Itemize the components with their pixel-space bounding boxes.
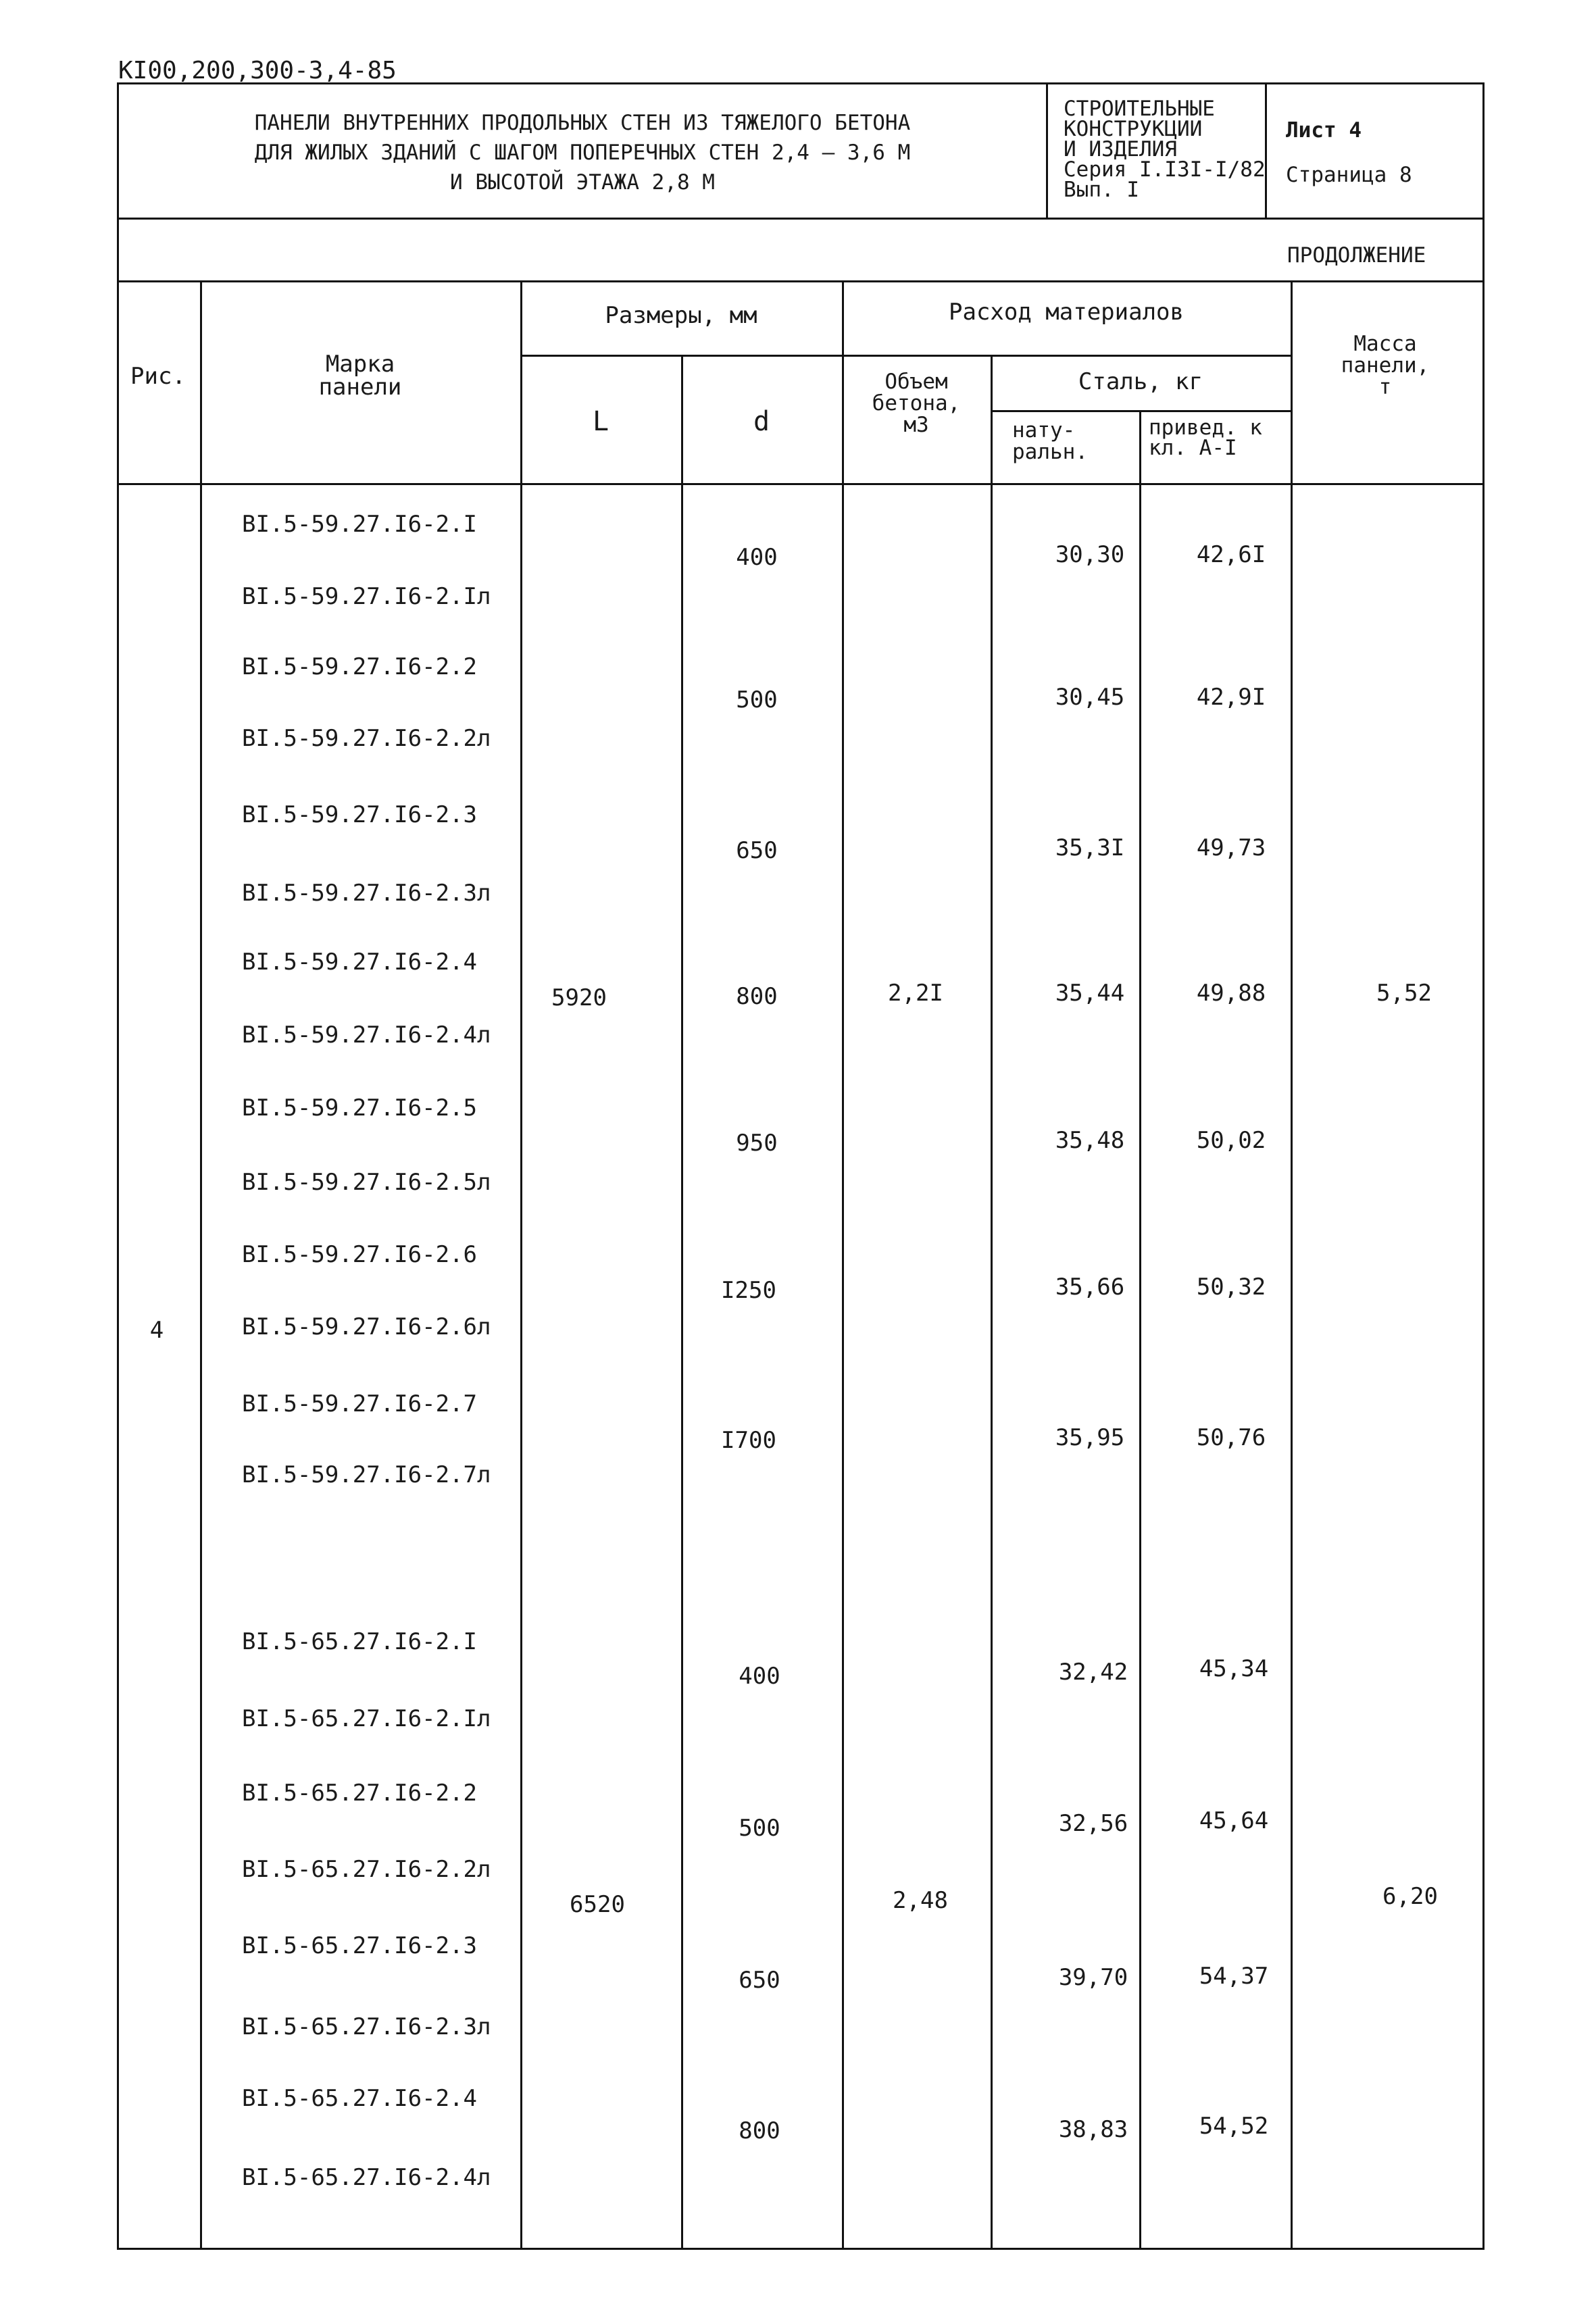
- row-steel-natural: 39,70: [1058, 1964, 1128, 1991]
- row-d: 500: [736, 686, 778, 713]
- group-length: 6520: [570, 1891, 625, 1918]
- panel-mark: BI.5-59.27.I6-2.4л: [242, 1022, 491, 1049]
- panel-mark: BI.5-65.27.I6-2.2л: [242, 1856, 491, 1883]
- continuation-label: ПРОДОЛЖЕНИЕ: [1287, 243, 1426, 268]
- row-d: I700: [721, 1427, 776, 1454]
- row-steel-natural: 38,83: [1058, 2116, 1128, 2143]
- header-concrete-line-2: бетона,: [872, 391, 961, 416]
- panel-mark: BI.5-59.27.I6-2.4: [242, 949, 477, 976]
- header-mass-line-2: панели,: [1341, 353, 1430, 378]
- group-length: 5920: [551, 984, 607, 1011]
- header-materials: Расход материалов: [949, 299, 1184, 326]
- row-d: 800: [736, 983, 778, 1010]
- row-d: 400: [739, 1663, 780, 1690]
- header-d: d: [753, 406, 770, 437]
- row-steel-reduced: 50,32: [1196, 1274, 1266, 1301]
- header-mass-line-3: т: [1378, 375, 1392, 399]
- row-steel-natural: 30,30: [1055, 541, 1125, 568]
- panel-mark: BI.5-65.27.I6-2.4: [242, 2085, 477, 2112]
- row-d: 400: [736, 544, 778, 571]
- series-line-2: КОНСТРУКЦИИ: [1064, 117, 1203, 141]
- panel-mark: BI.5-59.27.I6-2.3: [242, 801, 477, 828]
- panel-mark: BI.5-59.27.I6-2.5: [242, 1095, 477, 1122]
- panel-mark: BI.5-65.27.I6-2.I: [242, 1628, 477, 1655]
- row-steel-natural: 32,56: [1058, 1810, 1128, 1837]
- panel-mark: BI.5-65.27.I6-2.2: [242, 1780, 477, 1807]
- row-steel-reduced: 45,34: [1199, 1655, 1269, 1682]
- series-line-5: Вып. I: [1064, 178, 1139, 202]
- row-steel-natural: 32,42: [1058, 1659, 1128, 1686]
- row-steel-natural: 35,3I: [1055, 834, 1125, 861]
- header-reduced-line-1: привед. к: [1149, 416, 1262, 440]
- header-concrete-line-1: Объем: [884, 370, 948, 394]
- header-mass-line-1: Масса: [1353, 332, 1417, 356]
- header-mark-line-2: панели: [318, 374, 402, 401]
- row-steel-reduced: 50,02: [1196, 1127, 1266, 1154]
- series-line-1: СТРОИТЕЛЬНЫЕ: [1064, 97, 1215, 121]
- panel-mark: BI.5-65.27.I6-2.Iл: [242, 1705, 491, 1732]
- header-natural-line-2: ральн.: [1012, 440, 1088, 464]
- panel-mark: BI.5-65.27.I6-2.3л: [242, 2013, 491, 2040]
- title-line-2: ДЛЯ ЖИЛЫХ ЗДАНИЙ С ШАГОМ ПОПЕРЕЧНЫХ СТЕН 2,4 – 3,6 М: [254, 141, 911, 165]
- header-reduced-line-2: кл. А-I: [1149, 436, 1237, 460]
- row-steel-reduced: 42,9I: [1196, 684, 1266, 711]
- row-steel-reduced: 50,76: [1196, 1424, 1266, 1451]
- row-steel-reduced: 42,6I: [1196, 541, 1266, 568]
- series-line-4: Серия I.I3I-I/82: [1064, 157, 1266, 182]
- row-d: 950: [736, 1130, 778, 1157]
- panel-mark: BI.5-59.27.I6-2.7: [242, 1390, 477, 1417]
- panel-mark: BI.5-59.27.I6-2.7л: [242, 1461, 491, 1488]
- document-title: [119, 108, 1046, 197]
- header-natural-line-1: нату-: [1012, 418, 1076, 443]
- panel-mark: BI.5-59.27.I6-2.5л: [242, 1169, 491, 1196]
- panel-mark: BI.5-59.27.I6-2.3л: [242, 880, 491, 907]
- row-steel-reduced: 49,88: [1196, 980, 1266, 1007]
- header-steel: Сталь, кг: [1078, 368, 1203, 395]
- panel-mark: BI.5-59.27.I6-2.6л: [242, 1313, 491, 1340]
- header-L: L: [592, 406, 609, 437]
- group-mass: 6,20: [1382, 1883, 1438, 1910]
- row-steel-reduced: 45,64: [1199, 1807, 1269, 1834]
- row-steel-natural: 35,44: [1055, 980, 1125, 1007]
- row-d: 500: [739, 1815, 780, 1842]
- group-mass: 5,52: [1376, 980, 1432, 1007]
- panel-mark: BI.5-65.27.I6-2.4л: [242, 2164, 491, 2191]
- sheet-label: Лист 4: [1286, 118, 1362, 143]
- series-line-3: И ИЗДЕЛИЯ: [1064, 137, 1177, 161]
- row-steel-natural: 35,66: [1055, 1274, 1125, 1301]
- row-d: 650: [736, 837, 778, 864]
- series-block: [1064, 99, 1266, 200]
- group-concrete-volume: 2,2I: [888, 980, 943, 1007]
- panel-mark: BI.5-65.27.I6-2.3: [242, 1932, 477, 1959]
- panel-mark: BI.5-59.27.I6-2.2: [242, 653, 477, 680]
- document-code: КI00,200,300-3,4-85: [118, 57, 397, 84]
- page-label: Страница 8: [1286, 163, 1412, 187]
- group-concrete-volume: 2,48: [893, 1887, 948, 1914]
- row-steel-reduced: 54,52: [1199, 2113, 1269, 2140]
- row-steel-reduced: 54,37: [1199, 1963, 1269, 1990]
- title-line-1: ПАНЕЛИ ВНУТРЕННИХ ПРОДОЛЬНЫХ СТЕН ИЗ ТЯЖЕЛОГО БЕТОНА: [254, 111, 911, 135]
- row-steel-natural: 30,45: [1055, 684, 1125, 711]
- row-d: I250: [721, 1277, 776, 1304]
- row-d: 800: [739, 2117, 780, 2144]
- panel-mark: BI.5-59.27.I6-2.6: [242, 1241, 477, 1268]
- title-line-3: И ВЫСОТОЙ ЭТАЖА 2,8 М: [450, 170, 715, 195]
- panel-mark: BI.5-59.27.I6-2.Iл: [242, 583, 491, 610]
- header-concrete-line-3: м3: [903, 413, 929, 437]
- row-steel-natural: 35,95: [1055, 1424, 1125, 1451]
- header-mark-line-1: Марка: [325, 351, 395, 378]
- row-d: 650: [739, 1967, 780, 1994]
- figure-number: 4: [149, 1317, 164, 1344]
- panel-mark: BI.5-59.27.I6-2.2л: [242, 725, 491, 752]
- panel-mark: BI.5-59.27.I6-2.I: [242, 511, 477, 538]
- header-fig: Рис.: [130, 363, 186, 390]
- row-steel-reduced: 49,73: [1196, 834, 1266, 861]
- header-dimensions: Размеры, мм: [605, 302, 757, 329]
- row-steel-natural: 35,48: [1055, 1127, 1125, 1154]
